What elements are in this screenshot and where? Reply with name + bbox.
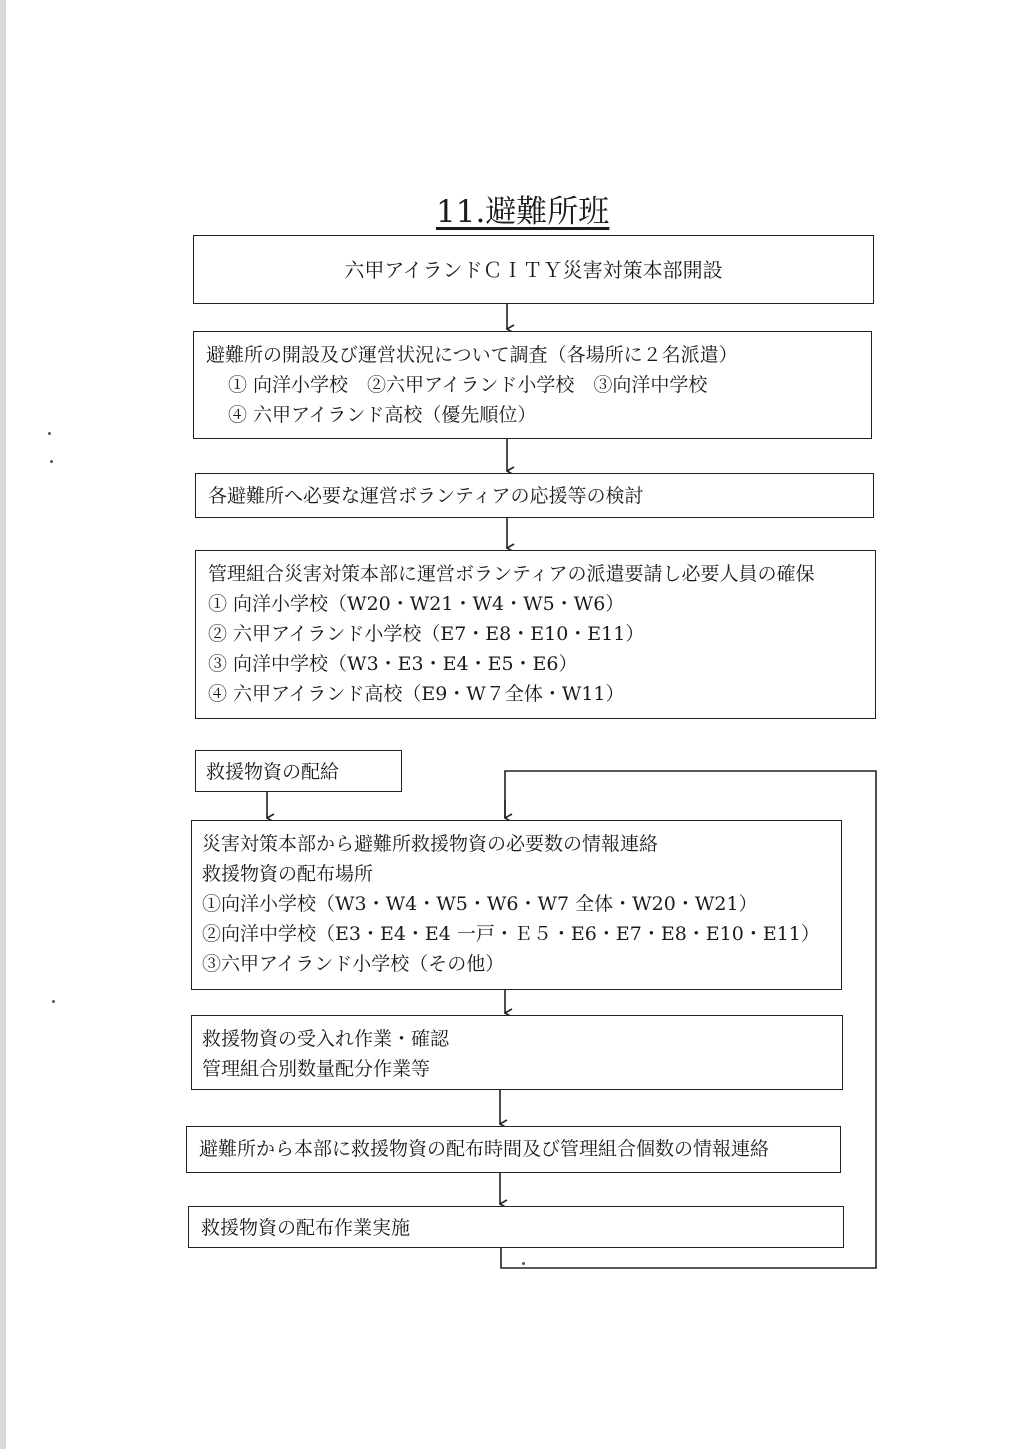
step-receiving xyxy=(191,1015,843,1090)
survey-line-1: 避難所の開設及び運営状況について調査（各場所に２名派遣） xyxy=(206,344,738,366)
step-relief-distribution xyxy=(195,750,402,792)
request-line-1: 管理組合災害対策本部に運営ボランティアの派遣要請し必要人員の確保 xyxy=(208,563,815,585)
relief-distribution-text: 救援物資の配給 xyxy=(206,761,340,783)
scan-speck xyxy=(50,460,53,463)
supply-line-1: 災害対策本部から避難所救援物資の必要数の情報連絡 xyxy=(202,833,659,855)
scan-speck xyxy=(52,1000,55,1003)
step-hq-setup xyxy=(193,235,874,304)
step-volunteer-review xyxy=(195,473,874,518)
distribution-report-text: 避難所から本部に救援物資の配布時間及び管理組合個数の情報連絡 xyxy=(199,1138,770,1160)
volunteer-review-text: 各避難所へ必要な運営ボランティアの応援等の検討 xyxy=(208,485,644,507)
page-title: 11.避難所班 xyxy=(436,194,610,230)
step-volunteer-request xyxy=(195,550,876,719)
step-hq-setup-text: 六甲アイランドＣＩＴＹ災害対策本部開設 xyxy=(344,258,723,282)
survey-line-2: ① 向洋小学校 ②六甲アイランド小学校 ③向洋中学校 xyxy=(228,374,708,396)
survey-line-3: ④ 六甲アイランド高校（優先順位） xyxy=(228,404,537,426)
receiving-line-1: 救援物資の受入れ作業・確認 xyxy=(202,1028,450,1050)
supply-line-2: 救援物資の配布場所 xyxy=(202,863,374,885)
step-distribution-execute xyxy=(188,1206,844,1248)
request-line-3: ② 六甲アイランド小学校（E7・E8・E10・E11） xyxy=(208,623,645,645)
distribution-execute-text: 救援物資の配布作業実施 xyxy=(201,1217,411,1239)
request-line-5: ④ 六甲アイランド高校（E9・W７全体・W11） xyxy=(208,683,625,705)
step-supply-info xyxy=(191,820,842,990)
supply-line-4: ②向洋中学校（E3・E4・E4 一戸・Ｅ５・E6・E7・E8・E10・E11） xyxy=(202,923,820,945)
step-distribution-report xyxy=(186,1126,841,1173)
request-line-2: ① 向洋小学校（W20・W21・W4・W5・W6） xyxy=(208,593,625,615)
request-line-4: ③ 向洋中学校（W3・E3・E4・E5・E6） xyxy=(208,653,578,675)
scan-speck xyxy=(48,432,51,435)
supply-line-3: ①向洋小学校（W3・W4・W5・W6・W7 全体・W20・W21） xyxy=(202,893,758,915)
step-shelter-survey xyxy=(193,331,872,439)
receiving-line-2: 管理組合別数量配分作業等 xyxy=(202,1058,431,1080)
supply-line-5: ③六甲アイランド小学校（その他） xyxy=(202,953,505,975)
scan-speck xyxy=(522,1262,525,1265)
